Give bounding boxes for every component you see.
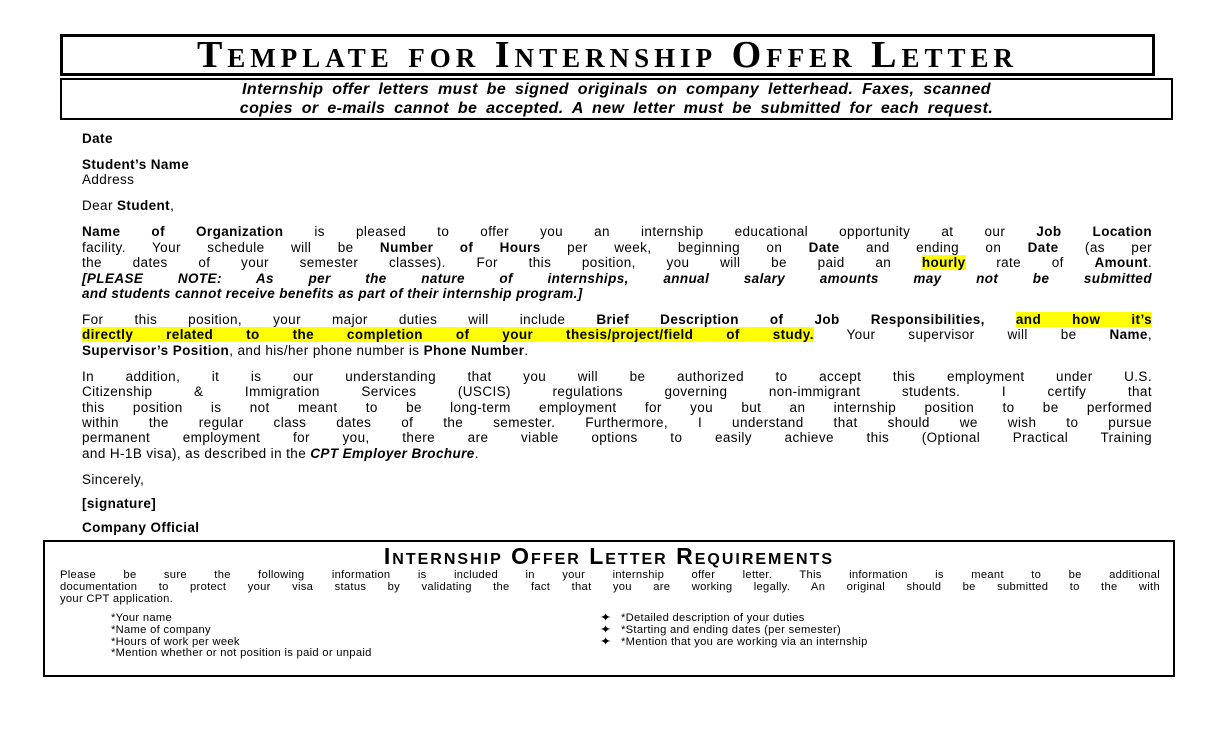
closing-line: Sincerely, — [82, 471, 145, 487]
requirements-heading: Internship Offer Letter Requirements — [383, 543, 835, 569]
paragraph-authorization — [82, 369, 1152, 461]
letter-body — [82, 131, 1152, 546]
paragraph-line: this position is not meant to be long-term employment for you but an internship position to be performed — [82, 399, 1152, 415]
diamond-bullet-icon: ✦ — [599, 635, 613, 648]
diamond-bullet-icon: ✦ — [599, 623, 613, 636]
paragraph-line: the dates of your semester classes). For this position, you will be paid an hourly rate of Amount. — [82, 255, 1153, 271]
requirement-item — [595, 637, 868, 649]
paragraph-line: and students cannot receive benefits as part of their internship program.] — [82, 286, 583, 302]
notice-box — [60, 78, 1173, 120]
recipient-block — [82, 157, 1152, 188]
paragraph-line: permanent employment for you, there are viable options to easily achieve this (Optional Practical Training — [82, 430, 1152, 446]
requirement-item — [595, 625, 868, 637]
requirements-list-right — [595, 613, 868, 649]
notice-line: copies or e-mails cannot be accepted. A new letter must be submitted for each request. — [239, 100, 994, 117]
paragraph-line: Citizenship & Immigration Services (USCIS) regulations governing non-immigrant students. I certify that — [82, 384, 1152, 400]
signature-placeholder: [signature] — [82, 495, 157, 511]
paragraph-line: and H-1B visa), as described in the CPT Employer Brochure. — [82, 445, 479, 461]
paragraph-line: your CPT application. — [60, 592, 174, 605]
paragraph-line: Name of Organization is pleased to offer you an internship educational opportunity at our Job Location — [82, 224, 1153, 240]
paragraph-line: facility. Your schedule will be Number of Hours per week, beginning on Date and ending on Date (as per — [82, 239, 1153, 255]
paragraph-line: directly related to the completion of your thesis/project/field of study. Your supervisor will be Name, — [82, 327, 1152, 343]
requirement-item — [595, 613, 868, 625]
salutation: Dear Student, — [82, 198, 175, 214]
requirements-box — [43, 540, 1175, 677]
student-name-placeholder: Student’s Name — [82, 157, 190, 172]
paragraph-line: [PLEASE NOTE: As per the nature of internships, annual salary amounts may not be submitted — [82, 270, 1152, 286]
requirements-intro — [60, 570, 1160, 606]
address-placeholder: Address — [82, 172, 135, 188]
requirement-item: *Name of company — [111, 623, 211, 636]
requirements-list-left — [111, 613, 372, 661]
page-title: Template for Internship Offer Letter — [196, 34, 1019, 76]
requirement-item: *Hours of work per week — [111, 635, 240, 648]
paragraph-duties — [82, 312, 1152, 358]
date-placeholder: Date — [82, 131, 113, 146]
paragraph-line: In addition, it is our understanding that you will be authorized to accept this employment under U.S. — [82, 368, 1152, 384]
paragraph-line: within the regular class dates of the semester. Furthermore, I understand that should we wish to pursue — [82, 415, 1152, 431]
requirement-item-label: *Starting and ending dates (per semester) — [621, 623, 842, 636]
requirement-item: *Mention whether or not position is paid or unpaid — [111, 647, 372, 660]
diamond-bullet-icon: ✦ — [599, 611, 613, 624]
paragraph-line: For this position, your major duties will include Brief Description of Job Responsibilities, and how it’s — [82, 312, 1152, 328]
paragraph-offer — [82, 224, 1152, 301]
requirement-item: *Your name — [111, 611, 173, 624]
paragraph-line: Supervisor’s Position, and his/her phone number is Phone Number. — [82, 342, 529, 358]
notice-line: Internship offer letters must be signed originals on company letterhead. Faxes, scanned — [242, 81, 991, 98]
paragraph-line: Please be sure the following information is included in your internship offer letter. This information is meant to be additional — [60, 569, 1160, 581]
requirement-item-label: *Detailed description of your duties — [621, 611, 805, 624]
requirement-item-label: *Mention that you are working via an internship — [621, 635, 868, 648]
paragraph-line: documentation to protect your visa status by validating the fact that you are working legally. An original should be submitted to the with — [60, 580, 1160, 593]
title-box — [60, 34, 1155, 76]
signer-title: Company Official — [82, 519, 200, 535]
